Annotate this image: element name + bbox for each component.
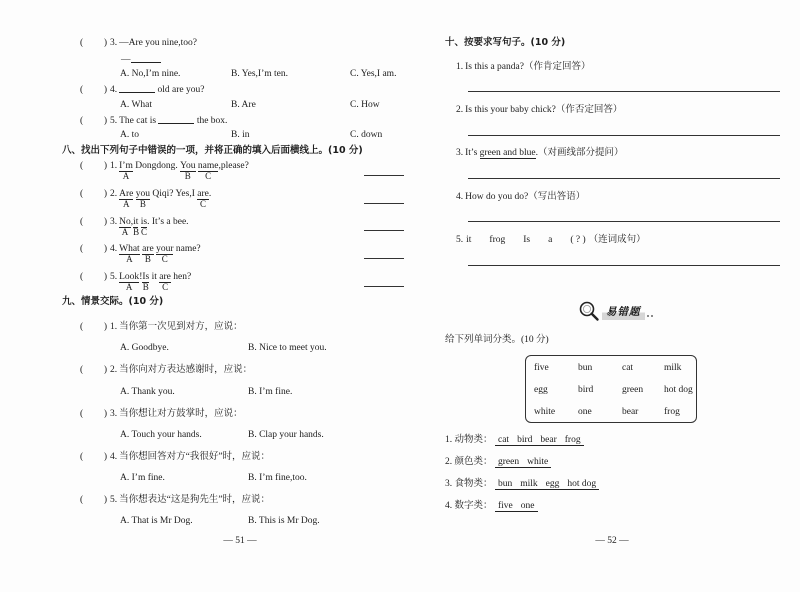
answer-word: frog [564, 435, 581, 445]
answer-paren[interactable] [80, 271, 107, 283]
question-number: 5. [110, 272, 118, 282]
writing-line[interactable] [468, 178, 780, 179]
option-a-token [119, 216, 134, 237]
underlined-phrase: green and blue [479, 148, 536, 158]
question-row [80, 114, 227, 126]
answer-line[interactable] [495, 501, 538, 512]
word-bank-item: five [534, 363, 549, 373]
paren-close: ) [103, 365, 107, 375]
answer-blank[interactable] [119, 83, 155, 93]
option-c-token [159, 271, 171, 292]
option-c: C. How [350, 100, 380, 110]
section-title: 八、找出下列句子中错误的一项，并将正确的填入后面横线上。(10 分) [62, 145, 363, 156]
token-label: B [139, 199, 146, 209]
answer-word: bird [517, 435, 533, 445]
paren-open: ( [80, 365, 84, 375]
option-c-token [140, 216, 148, 237]
token-text: I’m [119, 161, 133, 171]
question-number: 4. [110, 452, 118, 462]
token-label: B [142, 282, 149, 292]
paren-close: ) [103, 161, 107, 171]
category-answer [445, 434, 584, 446]
rewrite-question [456, 61, 590, 73]
sentence-text: it [149, 272, 160, 282]
question-number: 4. [110, 244, 118, 254]
question-text: . [535, 148, 538, 158]
option-b-token [142, 271, 150, 292]
category-answer [445, 478, 599, 490]
answer-line[interactable] [364, 258, 404, 259]
answer-word: bun [498, 479, 513, 489]
paren-open: ( [80, 116, 84, 126]
question-number: 1. [110, 161, 118, 171]
scrambled-word: frog [489, 235, 506, 245]
option-b-token [142, 243, 154, 264]
category-label: 3. 食物类： [445, 479, 493, 489]
answer-line[interactable] [364, 175, 404, 176]
option-c: C. down [350, 130, 383, 140]
question-number: 1. [110, 322, 118, 332]
paren-open: ( [80, 409, 84, 419]
token-text: is [140, 217, 148, 227]
question-hint: （连词成句） [588, 235, 646, 245]
answer-paren[interactable] [80, 321, 107, 333]
option-b: B. in [231, 130, 250, 140]
option-b: B. Yes,I’m ten. [231, 69, 289, 79]
option-b-token [135, 188, 150, 209]
answer-word: egg [545, 479, 560, 489]
token-label: A [123, 199, 130, 209]
paren-close: ) [103, 116, 107, 126]
option-b: B. I’m fine,too. [248, 473, 307, 483]
option-c-token [156, 243, 174, 264]
answer-line[interactable] [495, 435, 584, 446]
question-text: Is this your baby chick? [465, 105, 556, 115]
option-a: A. That is Mr Dog. [120, 516, 193, 526]
answer-line[interactable] [495, 479, 599, 490]
paren-close: ) [103, 38, 107, 48]
paren-close: ) [103, 85, 107, 95]
paren-close: ) [103, 452, 107, 462]
question-text: How do you do? [465, 192, 529, 202]
token-text: Are [119, 189, 134, 199]
rewrite-question [456, 147, 623, 159]
answer-paren[interactable] [80, 216, 107, 228]
question-hint: （对画线部分提问） [537, 148, 624, 158]
word-bank-item: green [622, 385, 644, 395]
question-number: 2. [110, 189, 118, 199]
reply-row [121, 53, 161, 65]
writing-line[interactable] [468, 135, 780, 136]
token-text: No [119, 217, 131, 227]
badge-label: 易错题 [602, 303, 645, 320]
question-hint: （作否定回答） [555, 105, 623, 115]
token-label: C [162, 282, 169, 292]
answer-paren[interactable] [80, 115, 107, 127]
question-text: —Are you nine,too? [119, 38, 197, 48]
decorative-dots [645, 300, 655, 322]
page-number: — 52 — [595, 536, 629, 546]
option-c-token [197, 188, 212, 209]
section-title: 九、情景交际。(10 分) [62, 296, 164, 307]
word-bank-item: egg [534, 385, 548, 395]
token-label: C [161, 254, 168, 264]
paren-close: ) [103, 322, 107, 332]
token-text: Look [119, 272, 140, 282]
answer-paren[interactable] [80, 160, 107, 172]
word-bank-item: milk [664, 363, 682, 373]
question-text: the box. [194, 116, 228, 126]
option-a: A. No,I’m nine. [120, 69, 181, 79]
answer-paren[interactable] [80, 408, 107, 420]
answer-word: bear [540, 435, 557, 445]
paren-open: ( [80, 161, 84, 171]
category-answer [445, 456, 551, 468]
token-label: C [205, 171, 212, 181]
option-b-token [130, 216, 140, 237]
question-number: 3. [110, 217, 118, 227]
answer-line[interactable] [364, 230, 404, 231]
answer-paren[interactable] [80, 37, 107, 49]
word-bank-item: bear [622, 407, 639, 417]
word-bank-item: hot dog [664, 385, 693, 395]
scrambled-word: it [466, 235, 472, 245]
option-b: B. This is Mr Dog. [248, 516, 320, 526]
question-hint: （写出答语） [528, 192, 586, 202]
answer-word: white [527, 457, 549, 467]
token-label: C [200, 199, 207, 209]
paren-close: ) [103, 244, 107, 254]
paren-close: ) [103, 272, 107, 282]
question-hint: （作肯定回答） [523, 62, 591, 72]
magnifier-icon [578, 300, 600, 322]
answer-blank[interactable] [158, 114, 194, 124]
answer-word: cat [498, 435, 510, 445]
token-label: A [126, 254, 133, 264]
answer-paren[interactable] [80, 494, 107, 506]
question-row [80, 364, 252, 376]
token-text: are [159, 272, 171, 282]
token-text: are [197, 189, 209, 199]
token-label: A [122, 171, 130, 181]
error-sentence-row [80, 243, 201, 264]
page-number: — 51 — [223, 536, 257, 546]
question-text: 当你第一次见到对方，应说： [119, 322, 243, 332]
token-text: What [119, 244, 140, 254]
token-text: You [180, 161, 196, 171]
answer-paren[interactable] [80, 364, 107, 376]
question-number: 1. [456, 62, 464, 72]
option-b: B. Nice to meet you. [248, 343, 327, 353]
question-number: 3. [456, 148, 464, 158]
word-bank-item: cat [622, 363, 634, 373]
token-text: are [142, 244, 154, 254]
option-b: B. I’m fine. [248, 387, 293, 397]
token-label: C [140, 227, 147, 237]
word-bank-item: bird [578, 385, 594, 395]
sentence-text: ! [139, 272, 143, 282]
token-text: your [156, 244, 174, 254]
question-text: 当你向对方表达感谢时，应说： [119, 365, 253, 375]
question-number: 5. [110, 116, 118, 126]
paren-open: ( [80, 322, 84, 332]
token-label: B [184, 171, 191, 181]
writing-line[interactable] [468, 265, 780, 266]
sentence-text: ,please? [218, 161, 249, 171]
word-bank-item: frog [664, 407, 680, 417]
answer-line[interactable] [364, 203, 404, 204]
option-a: A. Touch your hands. [120, 430, 202, 440]
question-number: 2. [456, 105, 464, 115]
question-number: 2. [110, 365, 118, 375]
category-label: 2. 颜色类： [445, 457, 493, 467]
answer-word: five [498, 501, 513, 511]
question-row [80, 451, 270, 463]
answer-paren[interactable] [80, 243, 107, 255]
sentence-text: name? [173, 244, 201, 254]
question-row [80, 408, 243, 420]
error-sentence-row [80, 271, 192, 292]
error-sentence-row [80, 216, 189, 237]
paren-open: ( [80, 217, 84, 227]
question-row [80, 37, 197, 49]
scrambled-word: Is [523, 235, 531, 245]
answer-word: green [498, 457, 520, 467]
sentence-text: hen? [170, 272, 192, 282]
rewrite-question [456, 191, 585, 203]
sentence-text: . It’s a bee. [147, 217, 189, 227]
question-text: Is this a panda? [465, 62, 524, 72]
question-row [80, 83, 204, 95]
question-number: 3. [110, 38, 118, 48]
section-title: 十、按要求写句子。(10 分) [445, 37, 566, 48]
token-text: you [135, 189, 150, 199]
question-row [80, 321, 243, 333]
answer-paren[interactable] [80, 451, 107, 463]
option-a: A. Goodbye. [120, 343, 169, 353]
token-label: A [121, 227, 129, 237]
sentence-text: Dongdong. [132, 161, 181, 171]
error-sentence-row [80, 160, 249, 181]
rewrite-question [456, 234, 646, 246]
question-number: 4. [456, 192, 464, 202]
answer-line[interactable] [364, 286, 404, 287]
category-label: 1. 动物类： [445, 435, 493, 445]
option-a-token [119, 160, 133, 181]
question-text: It’s [465, 148, 480, 158]
paren-close: ) [103, 495, 107, 505]
paren-close: ) [103, 217, 107, 227]
option-b-token [180, 160, 196, 181]
token-text: name [197, 161, 219, 171]
question-number: 5. [110, 495, 118, 505]
scrambled-word: a [548, 235, 553, 245]
option-b: B. Are [231, 100, 256, 110]
writing-line[interactable] [468, 221, 780, 222]
token-label: B [144, 254, 151, 264]
answer-paren[interactable] [80, 84, 107, 96]
question-text: old are you? [155, 85, 205, 95]
token-text: it [133, 217, 139, 227]
question-number: 3. [110, 409, 118, 419]
paren-open: ( [80, 495, 84, 505]
writing-line[interactable] [468, 91, 780, 92]
paren-close: ) [103, 409, 107, 419]
error-prone-badge [578, 300, 655, 322]
answer-word: one [520, 501, 535, 511]
option-a: A. to [120, 130, 139, 140]
paren-open: ( [80, 85, 84, 95]
answer-paren[interactable] [80, 188, 107, 200]
answer-word: hot dog [567, 479, 597, 489]
question-text: 当你想回答对方“我很好”时，应说： [119, 452, 271, 462]
reply-dash: — [121, 55, 131, 65]
answer-blank[interactable] [131, 53, 161, 63]
word-bank-item: one [578, 407, 592, 417]
word-bank [525, 355, 697, 423]
scrambled-word: ( ? ) [570, 235, 586, 245]
paren-open: ( [80, 272, 84, 282]
error-sentence-row [80, 188, 212, 209]
option-b: B. Clap your hands. [248, 430, 324, 440]
option-a-token [119, 188, 134, 209]
option-c: C. Yes,I am. [350, 69, 397, 79]
question-number: 4. [110, 85, 118, 95]
sentence-text: Qiqi? Yes,I [150, 189, 198, 199]
option-a: A. What [120, 100, 153, 110]
question-number: 5. [456, 235, 464, 245]
bonus-instruction: 给下列单词分类。(10 分) [445, 335, 549, 345]
rewrite-question [456, 104, 622, 116]
question-text: The cat is [119, 116, 159, 126]
answer-line[interactable] [495, 457, 551, 468]
paren-open: ( [80, 244, 84, 254]
question-row [80, 494, 270, 506]
paren-open: ( [80, 189, 84, 199]
option-a-token [119, 243, 140, 264]
word-bank-item: bun [578, 363, 593, 373]
answer-word: milk [520, 479, 538, 489]
sentence-text: . [208, 189, 212, 199]
paren-open: ( [80, 38, 84, 48]
option-a: A. I’m fine. [120, 473, 165, 483]
word-bank-item: white [534, 407, 556, 417]
token-label: A [125, 282, 133, 292]
question-text: 当你想表达“这是狗先生”时，应说： [119, 495, 271, 505]
paren-close: ) [103, 189, 107, 199]
option-a: A. Thank you. [120, 387, 175, 397]
category-label: 4. 数字类： [445, 501, 493, 511]
option-a-token [119, 271, 140, 292]
question-text: 当你想让对方鼓掌时，应说： [119, 409, 243, 419]
token-text: Is [142, 272, 150, 282]
category-answer [445, 500, 538, 512]
sentence-text: , [130, 217, 134, 227]
paren-open: ( [80, 452, 84, 462]
token-label: B [133, 227, 140, 237]
option-c-token [197, 160, 219, 181]
